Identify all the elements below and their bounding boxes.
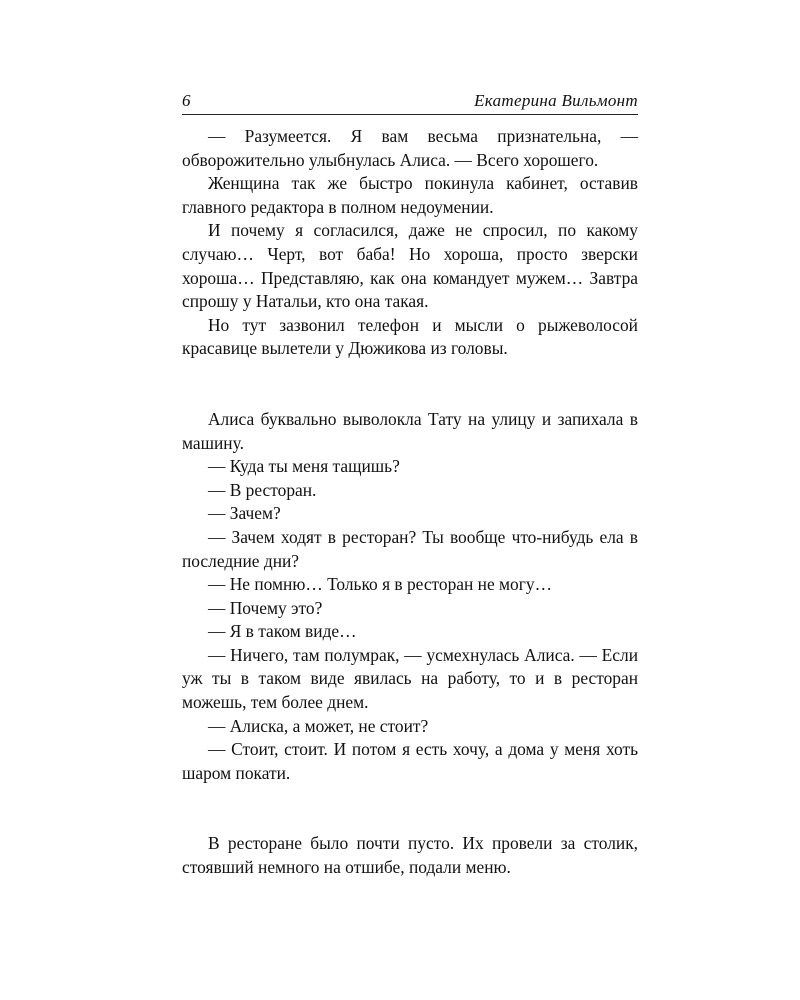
paragraph: И почему я согласился, даже не спросил, по какому случаю… Черт, вот баба! Но хороша, просто зверски хороша… Представляю, как она командует мужем… Завтра спрошу у Натальи, кто она такая.	[182, 220, 638, 312]
dialogue-line: — Стоит, стоит. И потом я есть хочу, а дома у меня хоть шаром покати.	[182, 739, 638, 783]
dialogue-line: — Не помню… Только я в ресторан не могу…	[208, 574, 552, 595]
dialogue-line: — Зачем ходят в ресторан? Ты вообще что-нибудь ела в последние дни?	[182, 526, 638, 571]
dialogue-line: — Алиска, а может, не стоит?	[208, 715, 429, 736]
running-head	[182, 90, 638, 112]
paragraph: — Разумеется. Я вам весьма признательна, — обворожительно улыбнулась Алиса. — Всего хорошего.	[182, 126, 638, 170]
dialogue-line: — Куда ты меня тащишь?	[208, 456, 400, 477]
paragraph: Алиса буквально выволокла Тату на улицу и запихала в машину.	[182, 408, 638, 453]
author-name: Екатерина Вильмонт	[474, 91, 638, 110]
dialogue-line: — Зачем?	[208, 503, 281, 524]
dialogue-line: — В ресторан.	[208, 479, 317, 500]
dialogue-line: — Я в таком виде…	[208, 621, 357, 642]
book-page	[182, 90, 638, 880]
section-break	[182, 785, 638, 832]
paragraph: Но тут зазвонил телефон и мысли о рыжеволосой красавице вылетели у Дюжикова из головы.	[182, 314, 638, 359]
paragraph: Женщина так же быстро покинула кабинет, оставив главного редактора в полном недоумении.	[182, 173, 638, 217]
dialogue-line: — Почему это?	[208, 597, 323, 618]
body-text	[182, 125, 638, 880]
section-break	[182, 361, 638, 408]
header-rule	[182, 114, 638, 115]
paragraph: В ресторане было почти пусто. Их провели за столик, стоявший немного на отшибе, подали меню.	[182, 833, 638, 878]
dialogue-line: — Ничего, там полумрак, — усмехнулась Алиса. — Если уж ты в таком виде явилась на работу, то и в ресторан можешь, тем более днем.	[182, 644, 638, 713]
page-number: 6	[182, 91, 191, 110]
